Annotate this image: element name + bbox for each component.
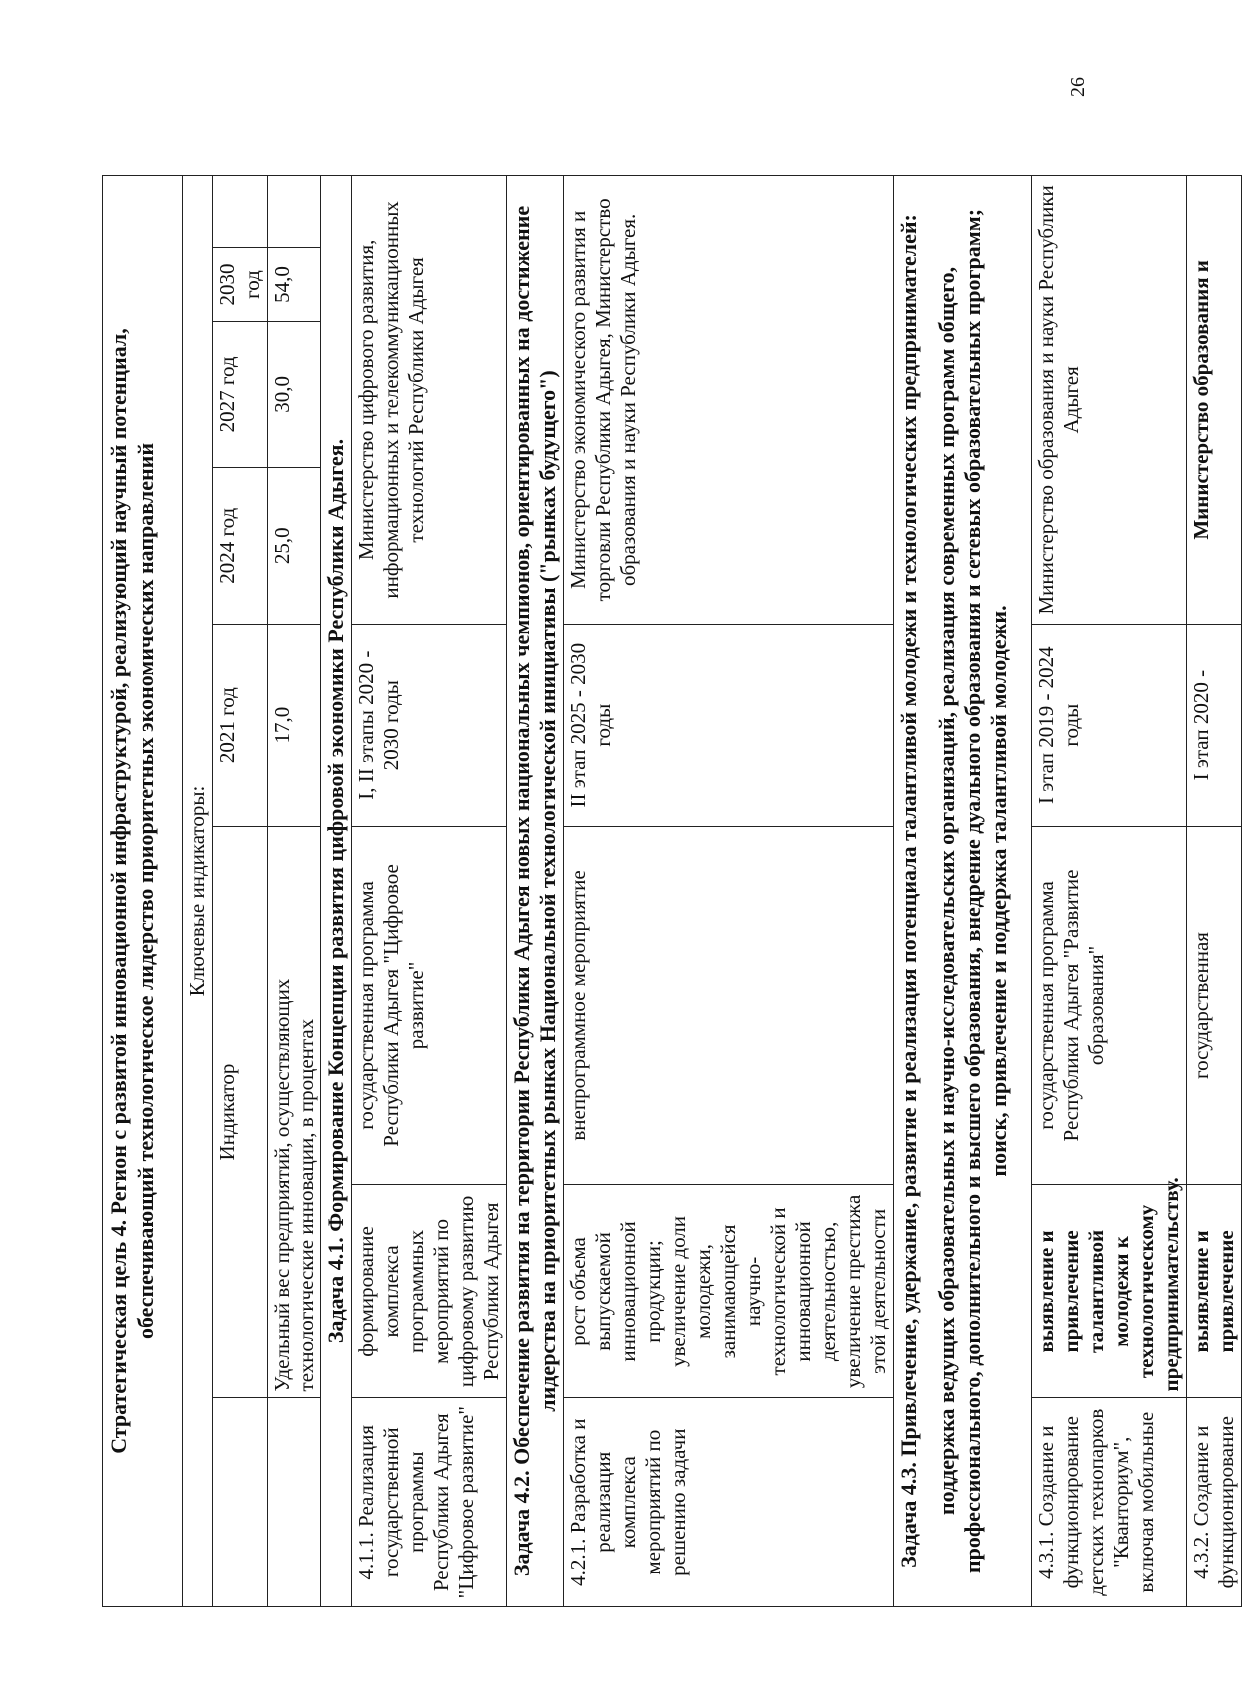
year-header-2021: 2021 год — [213, 624, 268, 826]
period-4-1-1: I, II этапы 2020 - 2030 годы — [352, 624, 507, 826]
indicator-spacer-left — [268, 1398, 321, 1607]
key-indicators-heading: Ключевые индикаторы: — [183, 176, 213, 1607]
indicator-spacer-left — [213, 1398, 268, 1607]
measure-4-1-1: 4.1.1. Реализация государственной программы Республики Адыгея "Цифровое развитие" — [352, 1398, 507, 1607]
result-4-3-1: выявление и привлечение талантливой молодежи к технологическому предпринимательству. — [1032, 1185, 1187, 1398]
goal-line-1: Стратегическая цель 4. Регион с развитой инновационной инфраструктурой, реализующий научный потенциал, — [106, 328, 131, 1454]
instrument-4-3-2: государственная — [1187, 826, 1242, 1185]
strategy-table — [102, 175, 1242, 1607]
indicator-value-2024: 25,0 — [268, 467, 321, 624]
strategic-goal-title — [103, 176, 183, 1607]
result-4-1-1: формирование комплекса программных мероприятий по цифровому развитию Республики Адыгея — [352, 1185, 507, 1398]
task-4-3-subtitle: поддержка ведущих образовательных и научно-исследовательских организаций, реализация современных программ общего, профессионального, дополнительного и высшего образования, внедрение дуального образования и сетевых образовательных программ; поиск, привлечение и поддержка талантливой молодежи. — [934, 208, 1011, 1574]
measure-4-2-1: 4.2.1. Разработка и реализация комплекса мероприятий по решению задачи — [564, 1398, 894, 1607]
year-header-2030: 2030 год — [213, 248, 268, 322]
task-4-2-title: Задача 4.2. Обеспечение развития на территории Республики Адыгея новых национальных чемпионов, ориентированных на достижение лидерства на приоритетных рынках Национальной технологической инициативы ("рынках будущего") — [507, 176, 564, 1607]
indicator-value-2030: 54,0 — [268, 248, 321, 322]
executor-4-3-1: Министерство образования и науки Республики Адыгея — [1032, 176, 1187, 625]
rotated-landscape-page — [97, 147, 1238, 1627]
result-4-3-2: выявление и привлечение — [1187, 1185, 1242, 1398]
page-number: 26 — [1067, 77, 1089, 97]
task-4-1-title: Задача 4.1. Формирование Концепции развития цифровой экономики Республики Адыгея. — [321, 176, 352, 1607]
result-4-2-1: рост объема выпускаемой инновационной продукции; увеличение доли молодежи, занимающейся научно-технологической и инновационной деятельностью, увеличение престижа этой деятельности — [564, 1185, 894, 1398]
instrument-4-2-1: внепрограммное мероприятие — [564, 826, 894, 1185]
period-4-2-1: II этап 2025 - 2030 годы — [564, 624, 894, 826]
period-4-3-2: I этап 2020 - — [1187, 624, 1242, 826]
instrument-4-3-1: государственная программа Республики Адыгея "Развитие образования" — [1032, 826, 1187, 1185]
indicator-value-2021: 17,0 — [268, 624, 321, 826]
measure-4-3-1: 4.3.1. Создание и функционирование детских технопарков "Кванториум", включая мобильные — [1032, 1398, 1187, 1607]
indicator-spacer-right — [213, 176, 268, 248]
indicator-name: Удельный вес предприятий, осуществляющих технологические инновации, в процентах — [268, 826, 321, 1398]
year-header-2027: 2027 год — [213, 322, 268, 468]
measure-4-3-2: 4.3.2. Создание и функционирование — [1187, 1398, 1242, 1607]
task-4-3-heading: Задача 4.3. Привлечение, удержание, развитие и реализация потенциала талантливой молодежи и технологических предпринимателей: — [896, 214, 921, 1568]
year-header-2024: 2024 год — [213, 467, 268, 624]
instrument-4-1-1: государственная программа Республики Адыгея "Цифровое развитие" — [352, 826, 507, 1185]
indicator-spacer-right — [268, 176, 321, 248]
period-4-3-1: I этап 2019 - 2024 годы — [1032, 624, 1187, 826]
task-4-3-title — [894, 176, 1032, 1607]
executor-4-2-1: Министерство экономического развития и торговли Республики Адыгея, Министерство образования и науки Республики Адыгея. — [564, 176, 894, 625]
indicator-column-header: Индикатор — [213, 826, 268, 1398]
goal-line-2: обеспечивающий технологическое лидерство приоритетных экономических направлений — [133, 442, 158, 1340]
indicator-value-2027: 30,0 — [268, 322, 321, 468]
executor-4-1-1: Министерство цифрового развития, информационных и телекоммуникационных технологий Республики Адыгея — [352, 176, 507, 625]
executor-4-3-2: Министерство образования и — [1187, 176, 1242, 625]
